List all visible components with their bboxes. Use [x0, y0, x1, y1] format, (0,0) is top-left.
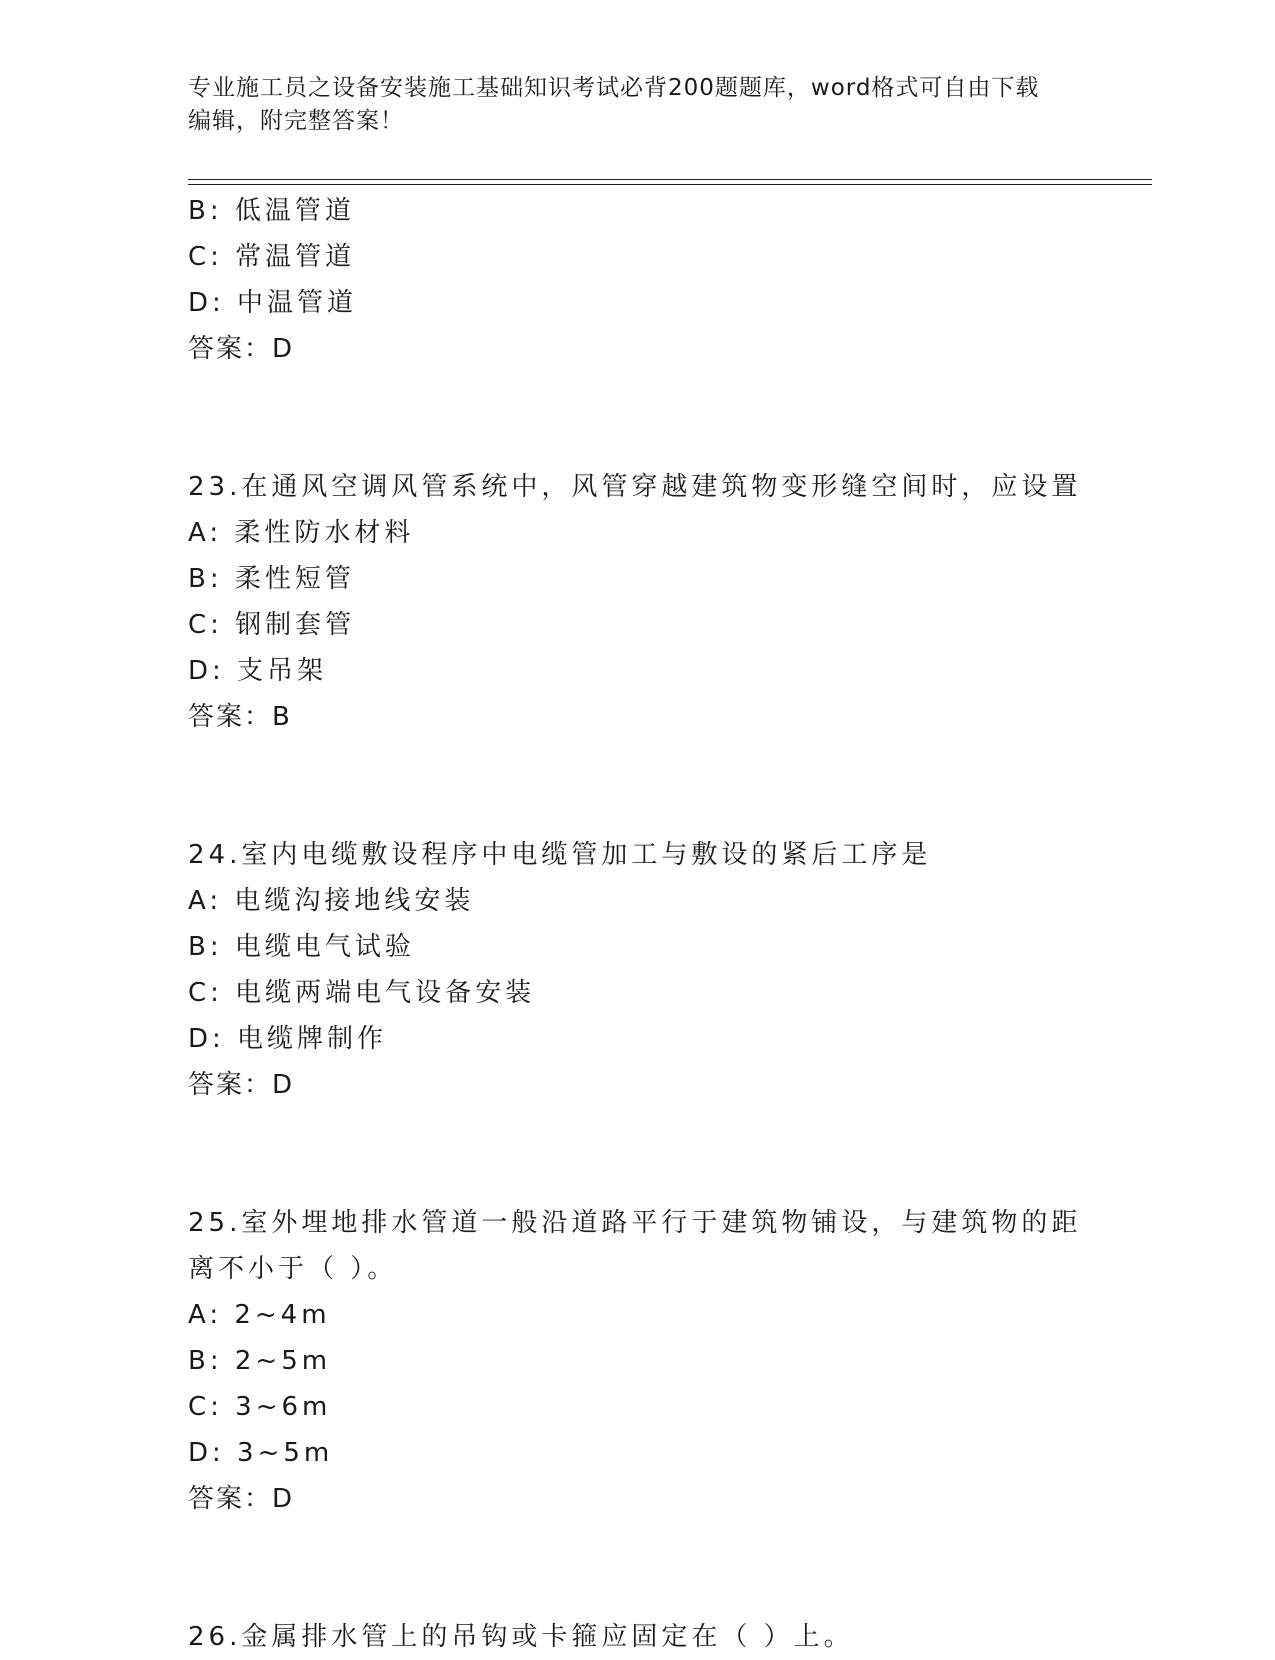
option-c: C: 3~6m [188, 1392, 332, 1422]
option-c: C: 钢制套管 [188, 610, 356, 640]
option-c: C: 电缆两端电气设备安装 [188, 978, 536, 1008]
question-title: 26.金属排水管上的吊钩或卡箍应固定在（ ）上。 [188, 1622, 854, 1652]
option-b: B: 柔性短管 [188, 564, 355, 594]
question-title: 23.在通风空调风管系统中，风管穿越建筑物变形缝空间时，应设置 [188, 472, 1082, 502]
option-c: C: 常温管道 [188, 242, 356, 272]
header-line-2: 编辑，附完整答案！ [188, 108, 404, 134]
option-a: A: 柔性防水材料 [188, 518, 415, 548]
answer: 答案：B [188, 702, 292, 732]
question-23 [188, 464, 1108, 740]
option-b: B: 电缆电气试验 [188, 932, 415, 962]
question-title: 24.室内电缆敷设程序中电缆管加工与敷设的紧后工序是 [188, 840, 932, 870]
option-b: B: 低温管道 [188, 196, 355, 226]
option-b: B: 2~5m [188, 1346, 332, 1376]
document-body [188, 188, 1108, 1660]
option-a: A: 电缆沟接地线安装 [188, 886, 475, 916]
question-24 [188, 832, 1108, 1108]
answer: 答案：D [188, 1484, 295, 1514]
option-d: D: 3~5m [188, 1438, 334, 1468]
answer: 答案：D [188, 334, 295, 364]
option-d: D: 电缆牌制作 [188, 1024, 388, 1054]
question-title: 25.室外埋地排水管道一般沿道路平行于建筑物铺设，与建筑物的距离不小于（ ）。 [188, 1208, 1082, 1284]
question-26 [188, 1614, 1108, 1660]
header-line-1: 专业施工员之设备安装施工基础知识考试必背200题题库，word格式可自由下载 [188, 75, 1040, 101]
answer: 答案：D [188, 1070, 295, 1100]
document-header [188, 72, 1088, 138]
header-rule-bottom [188, 184, 1152, 185]
header-rule-top [188, 179, 1152, 180]
option-a: A: 2~4m [188, 1300, 331, 1330]
option-d: D: 中温管道 [188, 288, 358, 318]
question-25 [188, 1200, 1108, 1522]
question-22-continued [188, 188, 1108, 372]
option-d: D: 支吊架 [188, 656, 328, 686]
